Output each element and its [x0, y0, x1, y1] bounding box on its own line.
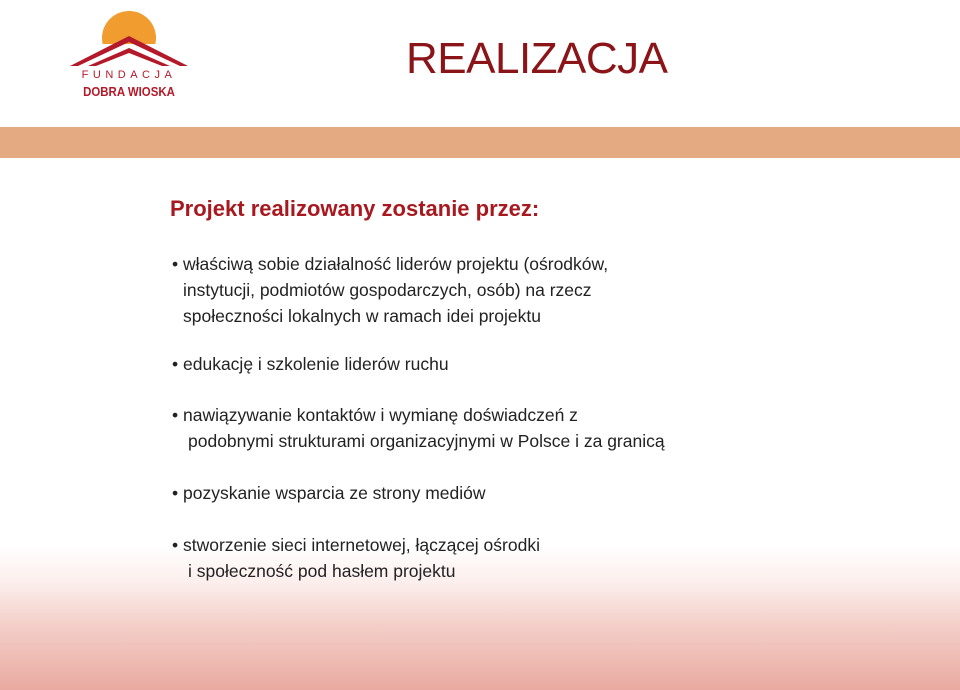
list-item-line: pozyskanie wsparcia ze strony mediów: [183, 483, 486, 503]
list-item: [172, 251, 872, 329]
foundation-logo: [66, 6, 192, 102]
list-item-line: instytucji, podmiotów gospodarczych, osób) na rzecz: [183, 280, 592, 300]
list-item: [172, 532, 872, 584]
list-item: [172, 402, 872, 454]
page-title: REALIZACJA: [406, 34, 668, 83]
bullet-icon: •: [172, 483, 179, 503]
list-item-line: podobnymi strukturami organizacyjnymi w Polsce i za granicą: [188, 431, 665, 451]
sun-roof-icon: [66, 6, 192, 70]
list-item: [172, 480, 872, 506]
logo-text-fundacja: FUNDACJA: [81, 69, 177, 81]
bullet-icon: •: [172, 254, 179, 274]
logo-text-dobra-wioska: DOBRA WIOSKA: [83, 84, 175, 99]
list-item-line: stworzenie sieci internetowej, łączącej ośrodki: [183, 535, 540, 555]
list-item: [172, 351, 872, 377]
list-item-line: edukację i szkolenie liderów ruchu: [183, 354, 449, 374]
list-item-line: właściwą sobie działalność liderów projektu (ośrodków,: [183, 254, 609, 274]
section-heading: Projekt realizowany zostanie przez:: [170, 196, 540, 221]
list-item-line: i społeczność pod hasłem projektu: [188, 561, 456, 581]
list-item-line: społeczności lokalnych w ramach idei projektu: [183, 306, 541, 326]
list-item-line: nawiązywanie kontaktów i wymianę doświadczeń z: [183, 405, 578, 425]
bullet-icon: •: [172, 535, 179, 555]
bullet-icon: •: [172, 405, 179, 425]
bullet-icon: •: [172, 354, 179, 374]
header-band: [0, 127, 960, 158]
